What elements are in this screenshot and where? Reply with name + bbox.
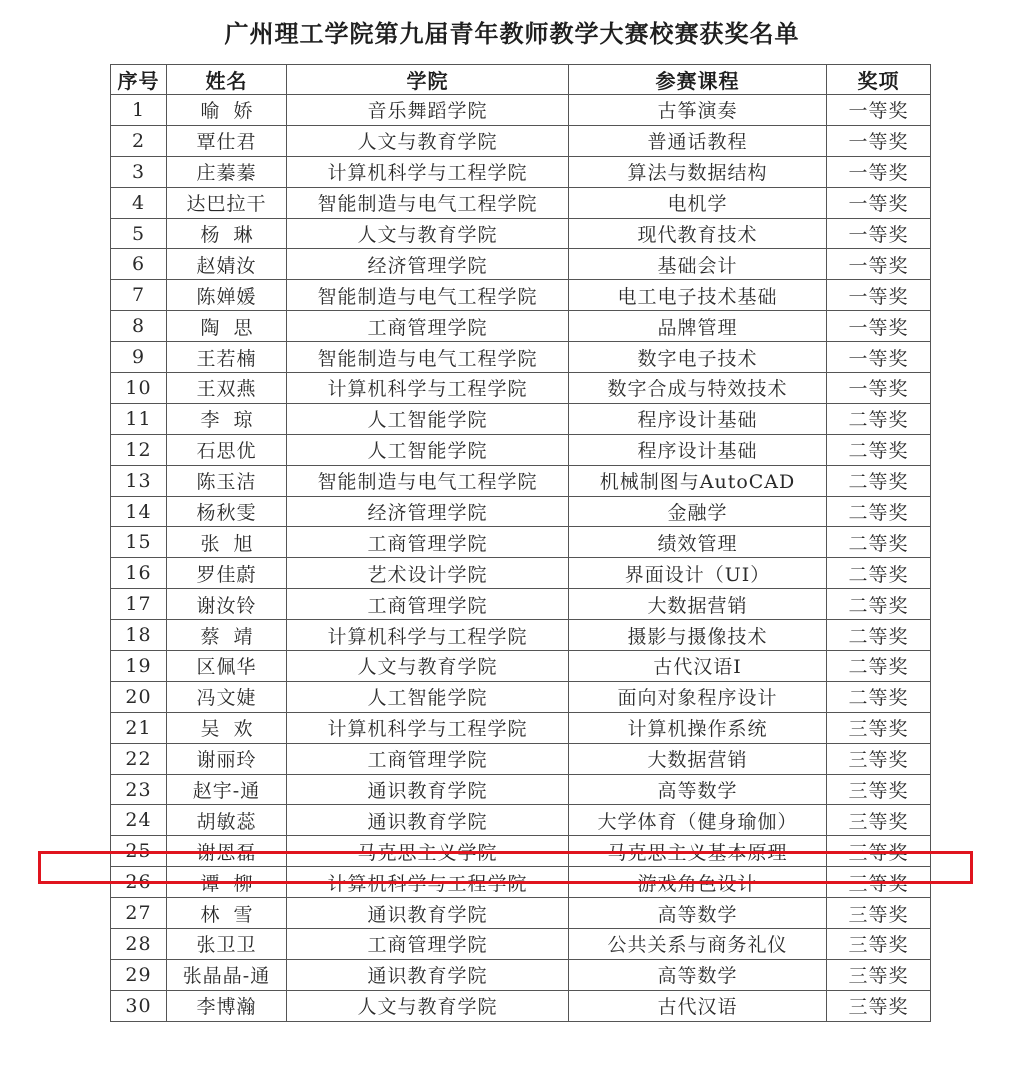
cell-college: 艺术设计学院 [287,558,569,589]
cell-name: 张卫卫 [167,929,287,960]
cell-award: 三等奖 [827,929,931,960]
table-row [111,651,931,682]
cell-award: 二等奖 [827,496,931,527]
cell-college: 计算机科学与工程学院 [287,156,569,187]
cell-college: 人文与教育学院 [287,990,569,1021]
cell-course: 现代教育技术 [569,218,827,249]
table-row [111,836,931,867]
cell-name: 杨秋雯 [167,496,287,527]
table-row [111,712,931,743]
cell-name: 蔡靖 [167,620,287,651]
cell-course: 绩效管理 [569,527,827,558]
cell-name: 陈婵媛 [167,280,287,311]
table-row [111,589,931,620]
cell-college: 智能制造与电气工程学院 [287,342,569,373]
table-row [111,620,931,651]
cell-name: 李琼 [167,403,287,434]
cell-award: 一等奖 [827,342,931,373]
cell-name: 谢恩磊 [167,836,287,867]
cell-name: 林雪 [167,898,287,929]
table-row [111,990,931,1021]
cell-college: 工商管理学院 [287,527,569,558]
cell-name: 谢汝铃 [167,589,287,620]
cell-name: 喻娇 [167,95,287,126]
header-seq: 序号 [111,65,167,95]
cell-seq: 18 [111,620,167,651]
cell-course: 数字合成与特效技术 [569,373,827,404]
cell-seq: 25 [111,836,167,867]
table-row [111,125,931,156]
cell-course: 大数据营销 [569,589,827,620]
cell-seq: 15 [111,527,167,558]
cell-name: 陶思 [167,311,287,342]
cell-college: 计算机科学与工程学院 [287,867,569,898]
header-award: 奖项 [827,65,931,95]
cell-course: 数字电子技术 [569,342,827,373]
cell-college: 人工智能学院 [287,403,569,434]
cell-college: 计算机科学与工程学院 [287,712,569,743]
cell-award: 三等奖 [827,898,931,929]
cell-seq: 19 [111,651,167,682]
cell-seq: 26 [111,867,167,898]
cell-course: 普通话教程 [569,125,827,156]
cell-name: 王若楠 [167,342,287,373]
cell-course: 古筝演奏 [569,95,827,126]
cell-seq: 5 [111,218,167,249]
table-row [111,311,931,342]
cell-award: 一等奖 [827,187,931,218]
cell-college: 人文与教育学院 [287,218,569,249]
cell-award: 二等奖 [827,589,931,620]
cell-seq: 12 [111,434,167,465]
cell-course: 高等数学 [569,898,827,929]
cell-course: 马克思主义基本原理 [569,836,827,867]
table-row [111,465,931,496]
cell-award: 二等奖 [827,681,931,712]
cell-course: 品牌管理 [569,311,827,342]
cell-name: 李博瀚 [167,990,287,1021]
cell-seq: 10 [111,373,167,404]
table-row [111,249,931,280]
cell-award: 一等奖 [827,249,931,280]
cell-award: 三等奖 [827,805,931,836]
cell-seq: 7 [111,280,167,311]
cell-course: 古代汉语 [569,990,827,1021]
table-row [111,280,931,311]
cell-seq: 2 [111,125,167,156]
cell-college: 工商管理学院 [287,929,569,960]
cell-college: 工商管理学院 [287,743,569,774]
cell-name: 谢丽玲 [167,743,287,774]
cell-award: 一等奖 [827,280,931,311]
cell-seq: 20 [111,681,167,712]
cell-award: 一等奖 [827,156,931,187]
cell-seq: 3 [111,156,167,187]
cell-name: 张旭 [167,527,287,558]
cell-college: 计算机科学与工程学院 [287,620,569,651]
cell-name: 陈玉洁 [167,465,287,496]
cell-award: 一等奖 [827,95,931,126]
cell-college: 智能制造与电气工程学院 [287,280,569,311]
cell-course: 电工电子技术基础 [569,280,827,311]
cell-name: 赵宇-通 [167,774,287,805]
cell-college: 音乐舞蹈学院 [287,95,569,126]
cell-seq: 27 [111,898,167,929]
table-row [111,558,931,589]
table-row [111,774,931,805]
cell-college: 通识教育学院 [287,805,569,836]
cell-seq: 21 [111,712,167,743]
cell-course: 程序设计基础 [569,403,827,434]
cell-seq: 22 [111,743,167,774]
cell-name: 王双燕 [167,373,287,404]
cell-award: 一等奖 [827,373,931,404]
table-row [111,496,931,527]
cell-name: 谭柳 [167,867,287,898]
cell-name: 罗佳蔚 [167,558,287,589]
table-row [111,805,931,836]
cell-name: 石思优 [167,434,287,465]
cell-seq: 1 [111,95,167,126]
cell-college: 智能制造与电气工程学院 [287,187,569,218]
cell-college: 马克思主义学院 [287,836,569,867]
cell-college: 通识教育学院 [287,774,569,805]
cell-award: 三等奖 [827,774,931,805]
cell-award: 二等奖 [827,558,931,589]
cell-award: 三等奖 [827,867,931,898]
cell-award: 二等奖 [827,651,931,682]
cell-course: 金融学 [569,496,827,527]
cell-course: 面向对象程序设计 [569,681,827,712]
cell-course: 电机学 [569,187,827,218]
cell-course: 界面设计（UI） [569,558,827,589]
cell-seq: 28 [111,929,167,960]
table-row [111,342,931,373]
cell-name: 吴欢 [167,712,287,743]
cell-course: 算法与数据结构 [569,156,827,187]
cell-seq: 23 [111,774,167,805]
table-body [111,95,931,1022]
table-row [111,373,931,404]
cell-award: 一等奖 [827,311,931,342]
cell-college: 智能制造与电气工程学院 [287,465,569,496]
cell-name: 达巴拉干 [167,187,287,218]
cell-course: 古代汉语Ⅰ [569,651,827,682]
cell-award: 二等奖 [827,527,931,558]
cell-seq: 30 [111,990,167,1021]
cell-name: 庄蓁蓁 [167,156,287,187]
cell-seq: 6 [111,249,167,280]
cell-seq: 16 [111,558,167,589]
header-college: 学院 [287,65,569,95]
cell-name: 区佩华 [167,651,287,682]
cell-college: 人工智能学院 [287,434,569,465]
cell-award: 三等奖 [827,743,931,774]
table-row [111,681,931,712]
table-row [111,156,931,187]
cell-college: 人工智能学院 [287,681,569,712]
cell-seq: 4 [111,187,167,218]
cell-seq: 24 [111,805,167,836]
cell-name: 冯文婕 [167,681,287,712]
cell-college: 工商管理学院 [287,311,569,342]
cell-course: 基础会计 [569,249,827,280]
cell-award: 二等奖 [827,620,931,651]
cell-seq: 29 [111,959,167,990]
table-row [111,959,931,990]
cell-college: 通识教育学院 [287,898,569,929]
cell-seq: 11 [111,403,167,434]
cell-award: 三等奖 [827,990,931,1021]
award-table [110,64,931,1022]
cell-course: 公共关系与商务礼仪 [569,929,827,960]
table-row [111,527,931,558]
cell-name: 胡敏蕊 [167,805,287,836]
cell-college: 计算机科学与工程学院 [287,373,569,404]
cell-course: 计算机操作系统 [569,712,827,743]
cell-award: 三等奖 [827,712,931,743]
cell-college: 通识教育学院 [287,959,569,990]
cell-seq: 9 [111,342,167,373]
cell-course: 摄影与摄像技术 [569,620,827,651]
cell-award: 三等奖 [827,959,931,990]
cell-seq: 17 [111,589,167,620]
cell-college: 工商管理学院 [287,589,569,620]
cell-award: 二等奖 [827,465,931,496]
cell-name: 覃仕君 [167,125,287,156]
cell-name: 杨琳 [167,218,287,249]
document-title: 广州理工学院第九届青年教师教学大赛校赛获奖名单 [224,20,800,48]
cell-course: 机械制图与AutoCAD [569,465,827,496]
header-course: 参赛课程 [569,65,827,95]
cell-award: 二等奖 [827,434,931,465]
cell-name: 张晶晶-通 [167,959,287,990]
table-row [111,403,931,434]
table-row [111,929,931,960]
cell-course: 程序设计基础 [569,434,827,465]
cell-course: 高等数学 [569,959,827,990]
header-name: 姓名 [167,65,287,95]
cell-course: 大数据营销 [569,743,827,774]
cell-award: 一等奖 [827,218,931,249]
cell-course: 游戏角色设计 [569,867,827,898]
table-row [111,743,931,774]
cell-seq: 14 [111,496,167,527]
cell-college: 经济管理学院 [287,249,569,280]
cell-award: 一等奖 [827,125,931,156]
cell-college: 人文与教育学院 [287,651,569,682]
table-row [111,218,931,249]
table-header-row [111,65,931,95]
cell-course: 大学体育（健身瑜伽） [569,805,827,836]
cell-seq: 8 [111,311,167,342]
cell-award: 三等奖 [827,836,931,867]
table-row [111,95,931,126]
cell-course: 高等数学 [569,774,827,805]
table-row [111,867,931,898]
table-row [111,898,931,929]
cell-seq: 13 [111,465,167,496]
cell-college: 人文与教育学院 [287,125,569,156]
cell-name: 赵婧汝 [167,249,287,280]
table-row [111,434,931,465]
cell-college: 经济管理学院 [287,496,569,527]
cell-award: 二等奖 [827,403,931,434]
table-row [111,187,931,218]
